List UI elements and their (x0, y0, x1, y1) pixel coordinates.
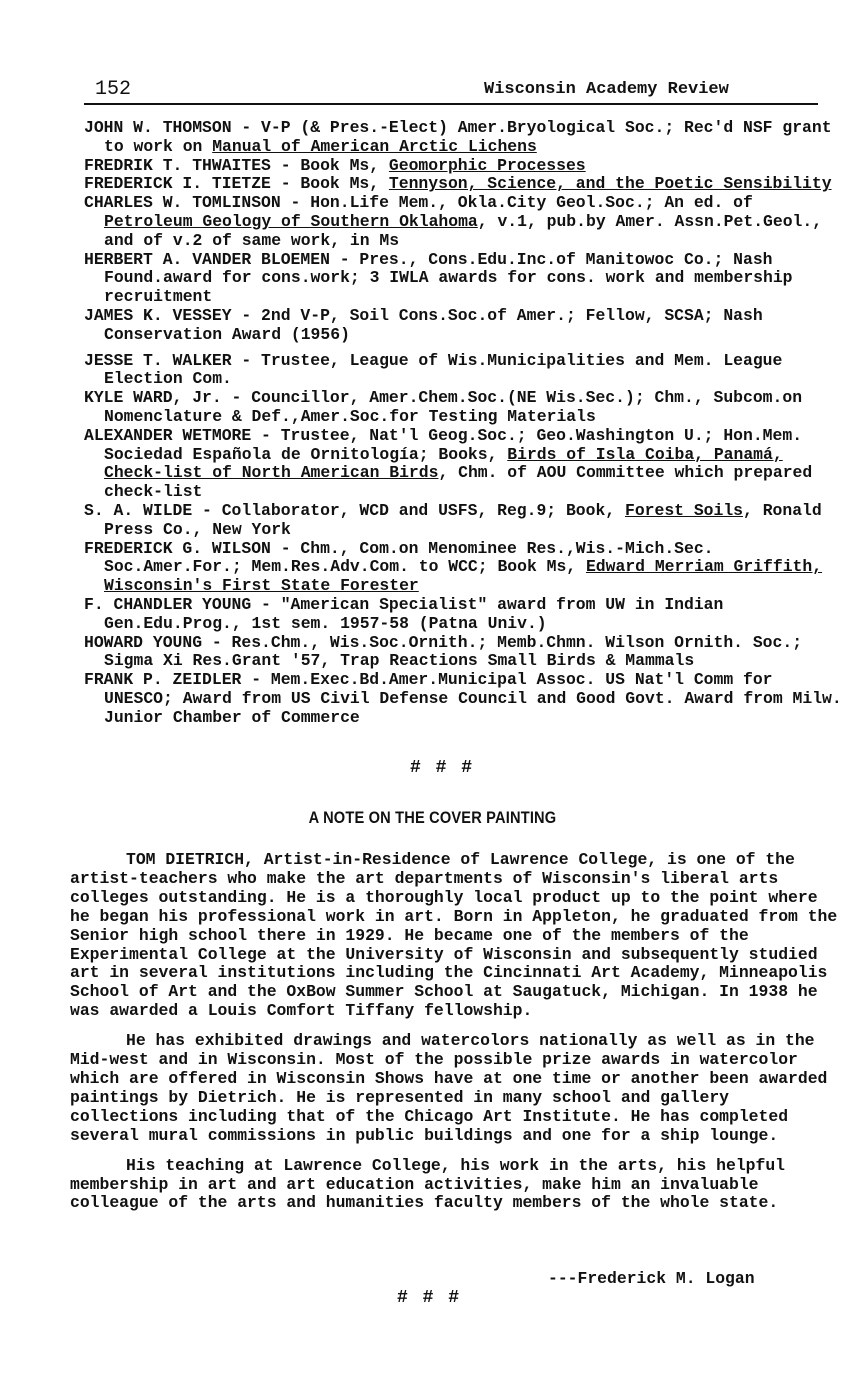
note-paragraph: He has exhibited drawings and watercolors nationally as well as in the Mid-west and in Wisconsin. Most of the possible prize awards in watercolor which are offered in Wisconsin Shows have at one time or another been awarded paintings by Dietrich. He is represented in many school and gallery collections including that of the Chicago Art Institute. He has completed several mural commissions in public buildings and one for a ship lounge. (70, 1031, 828, 1145)
entry-text-continued: , Ronald Press Co., New York (104, 500, 822, 539)
entry-text: ALEXANDER WETMORE - Trustee, Nat'l Geog.Soc.; Geo.Washington U.; Hon.Mem. Sociedad Española de Ornitología; Books, (84, 425, 803, 464)
member-entry (84, 251, 844, 307)
entry-text: F. CHANDLER YOUNG - "American Specialist" award from UW in Indian Gen.Edu.Prog., 1st sem. 1957-58 (Patna Univ.) (84, 594, 724, 633)
entry-work-title: Forest Soils (624, 500, 744, 520)
member-entry (84, 307, 844, 345)
entry-work-title: Birds of Isla Coiba, Panamá, Check-list of North American Birds (104, 444, 783, 483)
entry-text: CHARLES W. TOMLINSON - Hon.Life Mem., Okla.City Geol.Soc.; An ed. of (84, 193, 753, 213)
entry-work-title: Petroleum Geology of Southern Oklahoma (104, 211, 478, 231)
note-body (70, 851, 840, 1224)
end-separator: # # # (397, 1288, 462, 1308)
entry-text: HOWARD YOUNG - Res.Chm., Wis.Soc.Ornith.; Memb.Chmn. Wilson Ornith. Soc.; Sigma Xi Res.Grant '57, Trap Reactions Small Birds & Mammals (84, 632, 803, 671)
page-number: 152 (95, 78, 132, 101)
member-entry (84, 671, 844, 727)
entry-text: FREDRIK T. THWAITES - Book Ms, (84, 155, 389, 175)
entry-text-continued: , v.1, pub.by Amer. Assn.Pet.Geol., and of v.2 of same work, in Ms (104, 211, 823, 250)
member-entry (84, 634, 844, 672)
entry-text: KYLE WARD, Jr. - Councillor, Amer.Chem.Soc.(NE Wis.Sec.); Chm., Subcom.on Nomenclature & Def.,Amer.Soc.for Testing Materials (84, 388, 803, 426)
header-rule (84, 103, 818, 105)
member-entry (84, 352, 844, 390)
journal-title: Wisconsin Academy Review (484, 80, 729, 99)
entry-text: JESSE T. WALKER - Trustee, League of Wis.Municipalities and Mem. League Election Com. (84, 350, 783, 389)
entry-text: JAMES K. VESSEY - 2nd V-P, Soil Cons.Soc.of Amer.; Fellow, SCSA; Nash Conservation Award (1956) (84, 305, 763, 344)
entry-work-title: Manual of American Arctic Lichens (212, 136, 537, 156)
entry-text: FRANK P. ZEIDLER - Mem.Exec.Bd.Amer.Municipal Assoc. US Nat'l Comm for UNESCO; Award from US Civil Defense Council and Good Govt. Award from Milw. Junior Chamber of Commerce (84, 670, 842, 727)
member-entry (84, 540, 844, 596)
note-signature: ---Frederick M. Logan (548, 1269, 755, 1288)
member-entry (84, 389, 844, 427)
note-paragraph: His teaching at Lawrence College, his work in the arts, his helpful membership in art and art education activities, make him an invaluable colleague of the arts and humanities faculty members of the whole state. (70, 1155, 786, 1213)
entry-text: JOHN W. THOMSON - V-P (& Pres.-Elect) Amer.Bryological Soc.; Rec'd NSF grant to work on (84, 118, 832, 156)
entry-text: FREDERICK I. TIETZE - Book Ms, (84, 174, 389, 194)
note-paragraph: TOM DIETRICH, Artist-in-Residence of Lawrence College, is one of the artist-teachers who make the art departments of Wisconsin's liberal arts colleges outstanding. He is a thoroughly local product up to the point where he began his professional work in art. Born in Appleton, he graduated from the Senior high school there in 1929. He became one of the members of the Experimental College at the University of Wisconsin and subsequently studied art in several institutions including the Cincinnati Art Academy, Minneapolis School of Art and the OxBow Summer School at Saugatuck, Michigan. In 1938 he was awarded a Louis Comfort Tiffany fellowship. (70, 850, 838, 1021)
member-entry (84, 157, 844, 176)
entry-work-title: Tennyson, Science, and the Poetic Sensibility (388, 174, 832, 194)
note-heading: A NOTE ON THE COVER PAINTING (308, 808, 557, 827)
member-entry (84, 175, 844, 194)
entry-text-continued: , Chm. of AOU Committee which prepared check-list (104, 463, 813, 502)
entry-text: FREDERICK G. WILSON - Chm., Com.on Menominee Res.,Wis.-Mich.Sec. Soc.Amer.For.; Mem.Res.Adv.Com. to WCC; Book Ms, (84, 538, 714, 577)
entry-text: S. A. WILDE - Collaborator, WCD and USFS, Reg.9; Book, (84, 500, 625, 520)
entry-work-title: Edward Merriam Griffith, Wisconsin's First State Forester (104, 557, 823, 596)
member-entry (84, 596, 844, 634)
member-entry (84, 119, 844, 157)
member-entry (84, 502, 844, 540)
member-entry (84, 194, 844, 250)
section-separator: # # # (410, 758, 475, 778)
member-entries-list (84, 119, 844, 728)
entry-work-title: Geomorphic Processes (388, 155, 586, 175)
member-entry (84, 427, 844, 502)
entry-text: HERBERT A. VANDER BLOEMEN - Pres., Cons.Edu.Inc.of Manitowoc Co.; Nash Found.award for cons.work; 3 IWLA awards for cons. work and membership recruitment (84, 249, 793, 307)
